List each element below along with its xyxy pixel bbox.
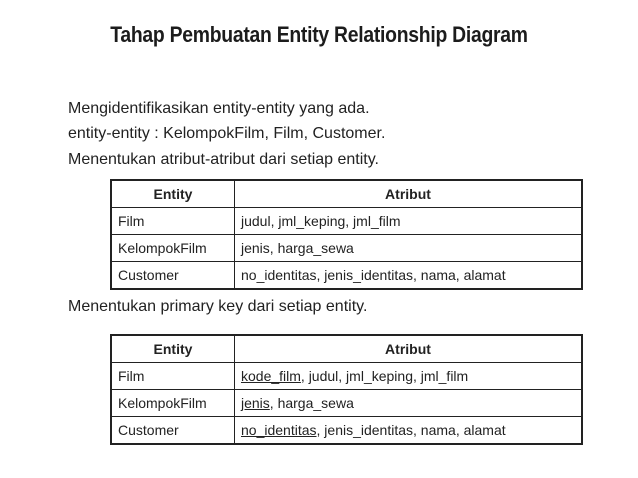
entity-cell: KelompokFilm	[111, 235, 235, 262]
entity-cell: Customer	[111, 262, 235, 290]
table-header-row	[111, 335, 582, 363]
table-row	[111, 235, 582, 262]
column-header-entity: Entity	[111, 335, 235, 363]
attribute-cell: judul, jml_keping, jml_film	[235, 208, 583, 235]
primary-key-attribute: jenis	[241, 395, 270, 411]
entity-cell: Customer	[111, 417, 235, 445]
table-row	[111, 390, 582, 417]
table-header-row	[111, 180, 582, 208]
attribute-cell	[235, 417, 583, 445]
attribute-cell: no_identitas, jenis_identitas, nama, alamat	[235, 262, 583, 290]
attribute-cell	[235, 363, 583, 390]
table-row	[111, 208, 582, 235]
step-identify-entities: Mengidentifikasikan entity-entity yang ada.	[68, 100, 370, 117]
step-define-primary-key: Menentukan primary key dari setiap entity.	[68, 298, 368, 315]
table-row	[111, 363, 582, 390]
table-row	[111, 262, 582, 290]
step-define-attributes: Menentukan atribut-atribut dari setiap entity.	[68, 151, 379, 168]
column-header-atribut: Atribut	[235, 180, 583, 208]
entity-cell: KelompokFilm	[111, 390, 235, 417]
page-title: Tahap Pembuatan Entity Relationship Diagram	[110, 22, 528, 47]
entity-cell: Film	[111, 208, 235, 235]
other-attributes: , harga_sewa	[269, 395, 354, 411]
entity-list: entity-entity : KelompokFilm, Film, Customer.	[68, 125, 386, 142]
primary-key-attribute: kode_film	[241, 368, 301, 384]
entity-cell: Film	[111, 363, 235, 390]
attribute-cell	[235, 390, 583, 417]
attributes-table	[110, 179, 583, 290]
other-attributes: , jenis_identitas, nama, alamat	[316, 422, 506, 438]
column-header-atribut: Atribut	[235, 335, 583, 363]
other-attributes: , judul, jml_keping, jml_film	[300, 368, 469, 384]
primary-key-table	[110, 334, 583, 445]
table-row	[111, 417, 582, 445]
primary-key-attribute: no_identitas	[241, 422, 317, 438]
attribute-cell: jenis, harga_sewa	[235, 235, 583, 262]
column-header-entity: Entity	[111, 180, 235, 208]
